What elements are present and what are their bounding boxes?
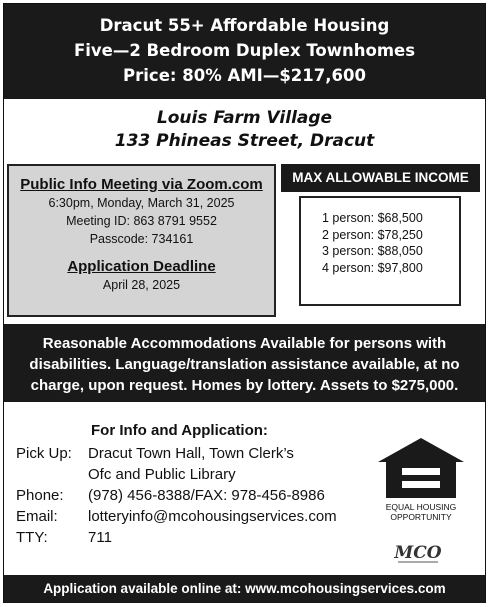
phone-value: (978) 456-8388/FAX: 978-456-8986 — [88, 487, 325, 504]
meeting-title: Public Info Meeting via Zoom.com — [20, 176, 263, 193]
pickup-label: Pick Up: — [16, 445, 72, 462]
footer-banner: Application available online at: www.mcohousingservices.com — [4, 575, 485, 603]
mco-logo-text: MCO — [394, 543, 442, 563]
contact-row-email — [16, 506, 337, 527]
meeting-time: 6:30pm, Monday, March 31, 2025 — [48, 196, 235, 210]
contact-title: For Info and Application: — [91, 422, 268, 439]
income-row: 3 person: $88,050 — [322, 244, 423, 258]
accommodations-line: disabilities. Language/translation assistance available, at no — [29, 356, 460, 373]
meeting-box — [7, 164, 276, 317]
contact-row-pickup-cont — [16, 464, 337, 485]
accommodations-line: charge, upon request. Homes by lottery. Assets to $275,000. — [30, 377, 459, 394]
phone-label: Phone: — [16, 487, 64, 504]
income-row: 2 person: $78,250 — [322, 227, 423, 242]
income-row: 1 person: $68,500 — [322, 211, 423, 225]
location-name: Louis Farm Village — [156, 108, 333, 128]
deadline-date: April 28, 2025 — [102, 278, 181, 292]
mco-logo — [392, 538, 444, 566]
income-title: MAX ALLOWABLE INCOME — [281, 164, 480, 192]
deadline-title: Application Deadline — [67, 258, 216, 275]
income-table — [299, 196, 461, 306]
location-block — [4, 107, 485, 153]
meeting-passcode: Passcode: 734161 — [89, 232, 194, 246]
equal-housing-opportunity-logo — [376, 436, 466, 528]
contact-row-tty — [16, 527, 337, 548]
accommodations-line: Reasonable Accommodations Available for persons with — [42, 335, 447, 352]
eho-text-line1: EQUAL HOUSING — [385, 502, 457, 512]
flyer-header — [4, 4, 485, 99]
eho-text-line2: OPPORTUNITY — [390, 512, 452, 522]
email-label: Email: — [16, 508, 58, 525]
email-value[interactable]: lotteryinfo@mcohousingservices.com — [88, 508, 337, 525]
contact-block — [16, 420, 337, 548]
contact-row-phone — [16, 485, 337, 506]
location-address: 133 Phineas Street, Dracut — [114, 131, 375, 151]
tty-value: 711 — [88, 529, 112, 546]
pickup-value-cont: Ofc and Public Library — [88, 466, 236, 483]
tty-label: TTY: — [16, 529, 48, 546]
contact-row-pickup — [16, 443, 337, 464]
meeting-id: Meeting ID: 863 8791 9552 — [66, 214, 217, 228]
header-price: Price: 80% AMI—$217,600 — [123, 66, 366, 85]
income-row: 4 person: $97,800 — [322, 260, 423, 275]
pickup-value: Dracut Town Hall, Town Clerk’s — [88, 445, 294, 462]
accommodations-banner — [4, 324, 485, 402]
header-title: Dracut 55+ Affordable Housing — [99, 16, 390, 35]
header-subtitle: Five—2 Bedroom Duplex Townhomes — [73, 41, 416, 60]
